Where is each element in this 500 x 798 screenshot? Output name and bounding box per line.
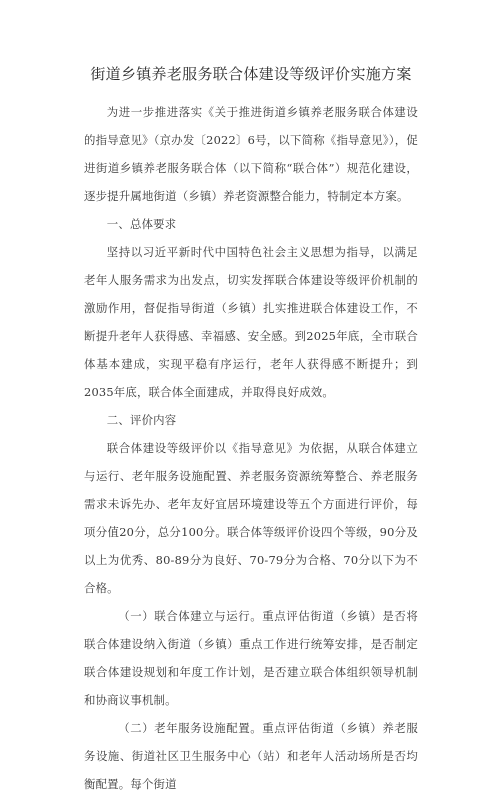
section-2-body: 联合体建设等级评价以《指导意见》为依据，从联合体建立与运行、老年服务设施配置、养老服务资源统筹整合、养老服务需求未诉先办、老年友好宜居环境建设等五个方面进行评价，每项分值20分，总分100分。联合体等级评价设四个等级，90分及以上为优秀、80-89分为良好、70-79分为合格、70分以下为不合格。 [84, 441, 418, 595]
section-2-heading: 二、评价内容 [106, 413, 177, 427]
section-1-body: 坚持以习近平新时代中国特色社会主义思想为指导，以满足老年人服务需求为出发点，切实发挥联合体建设等级评价机制的激励作用，督促指导街道（乡镇）扎实推进联合体建设工作，不断提升老年人获得感、幸福感、安全感。到2025年底，全市联合体基本建成，实现平稳有序运行，老年人获得感不断提升；到2035年底，联合体全面建成，并取得良好成效。 [84, 245, 418, 399]
section-1-heading: 一、总体要求 [106, 217, 177, 231]
intro-paragraph: 为进一步推进落实《关于推进街道乡镇养老服务联合体建设的指导意见》（京办发〔2022〕6号，以下简称《指导意见》），促进街道乡镇养老服务联合体（以下简称“联合体”）规范化建设，逐步提升属地街道（乡镇）养老资源整合能力，特制定本方案。 [84, 105, 418, 203]
item-1-paragraph: （一）联合体建立与运行。重点评估街道（乡镇）是否将联合体建设纳入街道（乡镇）重点工作进行统筹安排，是否制定联合体建设规划和年度工作计划，是否建立联合体组织领导机制和协商议事机制。 [84, 609, 418, 707]
item-2-paragraph: （二）老年服务设施配置。重点评估街道（乡镇）养老服务设施、街道社区卫生服务中心（站）和老年人活动场所是否均衡配置。每个街道 [84, 721, 418, 791]
document-title: 街道乡镇养老服务联合体建设等级评价实施方案 [90, 65, 412, 83]
